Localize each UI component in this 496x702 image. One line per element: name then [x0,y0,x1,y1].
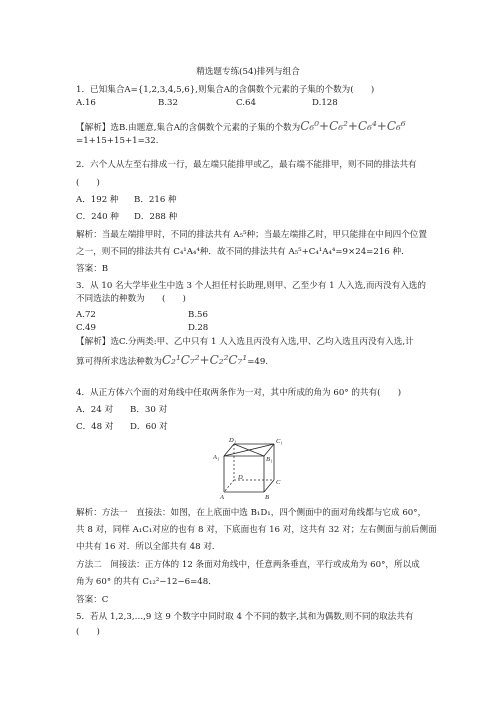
q4-option-a: A．24 对 [76,405,114,415]
label-c: C [276,479,281,486]
q4-method1-line3: 中共有 16 对．所以全部共有 48 对． [76,542,221,552]
q1-analysis [76,121,406,134]
q1-result: =1+15+15+1=32. [76,136,159,146]
q3-result: =49. [247,357,269,367]
label-c1: C₁ [276,438,283,445]
q3-option-c: C.49 [76,323,96,333]
q3-analysis-text: 算可得所求选法种数为 [76,357,162,367]
q3-option-a: A.72 [76,310,96,320]
q1-formula: C₆⁰+C₆²+C₆⁴+C₆⁶ [300,119,406,133]
q4-option-c: C．48 对 [76,422,114,432]
q2-stem-line1: 2．六个人从左至右排成一行，最左端只能排甲或乙，最右端不能排甲，则不同的排法共有 [76,160,417,170]
q4-method1-line1: 解析：方法一 直接法：如图，在上底面中选 B₁D₁，四个侧面中的面对角线都与它成 60°， [76,508,427,518]
q4-method2-line1: 方法二 间接法：正方体的 12 条面对角线中，任意两条垂直，平行或成角为 60°，所以成 [76,560,420,570]
q5-stem-line2: ( ) [76,627,100,637]
label-a: A [220,494,224,500]
q2-option-a: A．192 种 [76,195,119,205]
q2-stem-line2: ( ) [76,178,100,188]
cube-figure [212,436,296,500]
q4-option-b: B．30 对 [130,405,168,415]
label-b1: B₁ [266,456,273,463]
q2-analysis-line1: 解析：当最左端排甲时，不同的排法共有 A₅⁵种；当最左端排乙时，甲只能排在中间四个位置 [76,230,427,240]
page-title: 精选题专练(54)排列与组合 [196,67,300,77]
q2-option-c: C．240 种 [76,212,119,222]
q1-option-a: A.16 [76,98,96,108]
q1-option-d: D.128 [312,98,338,108]
q3-analysis-line1: 【解析】选C.分两类:甲、乙中只有 1 人入选且丙没有入选,甲、乙均入选且丙没有入选,计 [76,337,414,347]
q3-analysis-line2 [76,355,268,368]
label-d1: D₁ [229,437,236,444]
q1-option-c: C.64 [236,98,256,108]
q3-stem-line1: 3．从 10 名大学毕业生中选 3 个人担任村长助理,则甲、乙至少有 1 人入选,而丙没有入选的 [76,281,426,291]
q4-option-d: D．60 对 [130,422,168,432]
q2-option-b: B．216 种 [134,195,177,205]
q1-analysis-text: 【解析】选B.由题意,集合A的含偶数个元素的子集的个数为 [76,123,301,133]
q4-answer: 答案：C [76,595,109,605]
q1-stem: 1．已知集合A={1,2,3,4,5,6},则集合A的含偶数个元素的子集的个数为( ) [76,85,375,95]
q2-option-d: D．288 种 [134,212,178,222]
label-a1: A₁ [213,454,220,461]
label-d: D [238,474,243,481]
q5-stem-line1: 5．若从 1,2,3,…,9 这 9 个数字中同时取 4 个不同的数字,其和为偶数,则不同的取法共有 [76,612,414,622]
q2-answer: 答案：B [76,264,109,274]
label-b: B [265,494,269,500]
q4-method1-line2: 共 8 对，同样 A₁C₁对应的也有 8 对，下底面也有 16 对，这共有 32 对；左右侧面与前后侧面 [76,525,437,535]
q3-option-d: D.28 [188,323,209,333]
q3-formula: C₂¹C₇²+C₂²C₇¹ [161,353,248,367]
q1-option-b: B.32 [158,98,178,108]
q4-stem: 4．从正方体六个面的对角线中任取两条作为一对，其中所成的角为 60° 的共有( ) [76,388,402,398]
q3-stem-line2: 不同选法的种数为 ( ) [76,294,186,304]
q4-method2-line2: 角为 60° 的共有 C₁₂²−12−6=48． [76,577,217,587]
q2-analysis-line2: 之一，则不同的排法共有 C₄¹A₄⁴种．故不同的排法共有 A₅⁵+C₄¹A₄⁴=9×24=216 种． [76,247,410,257]
q3-option-b: B.56 [188,310,208,320]
